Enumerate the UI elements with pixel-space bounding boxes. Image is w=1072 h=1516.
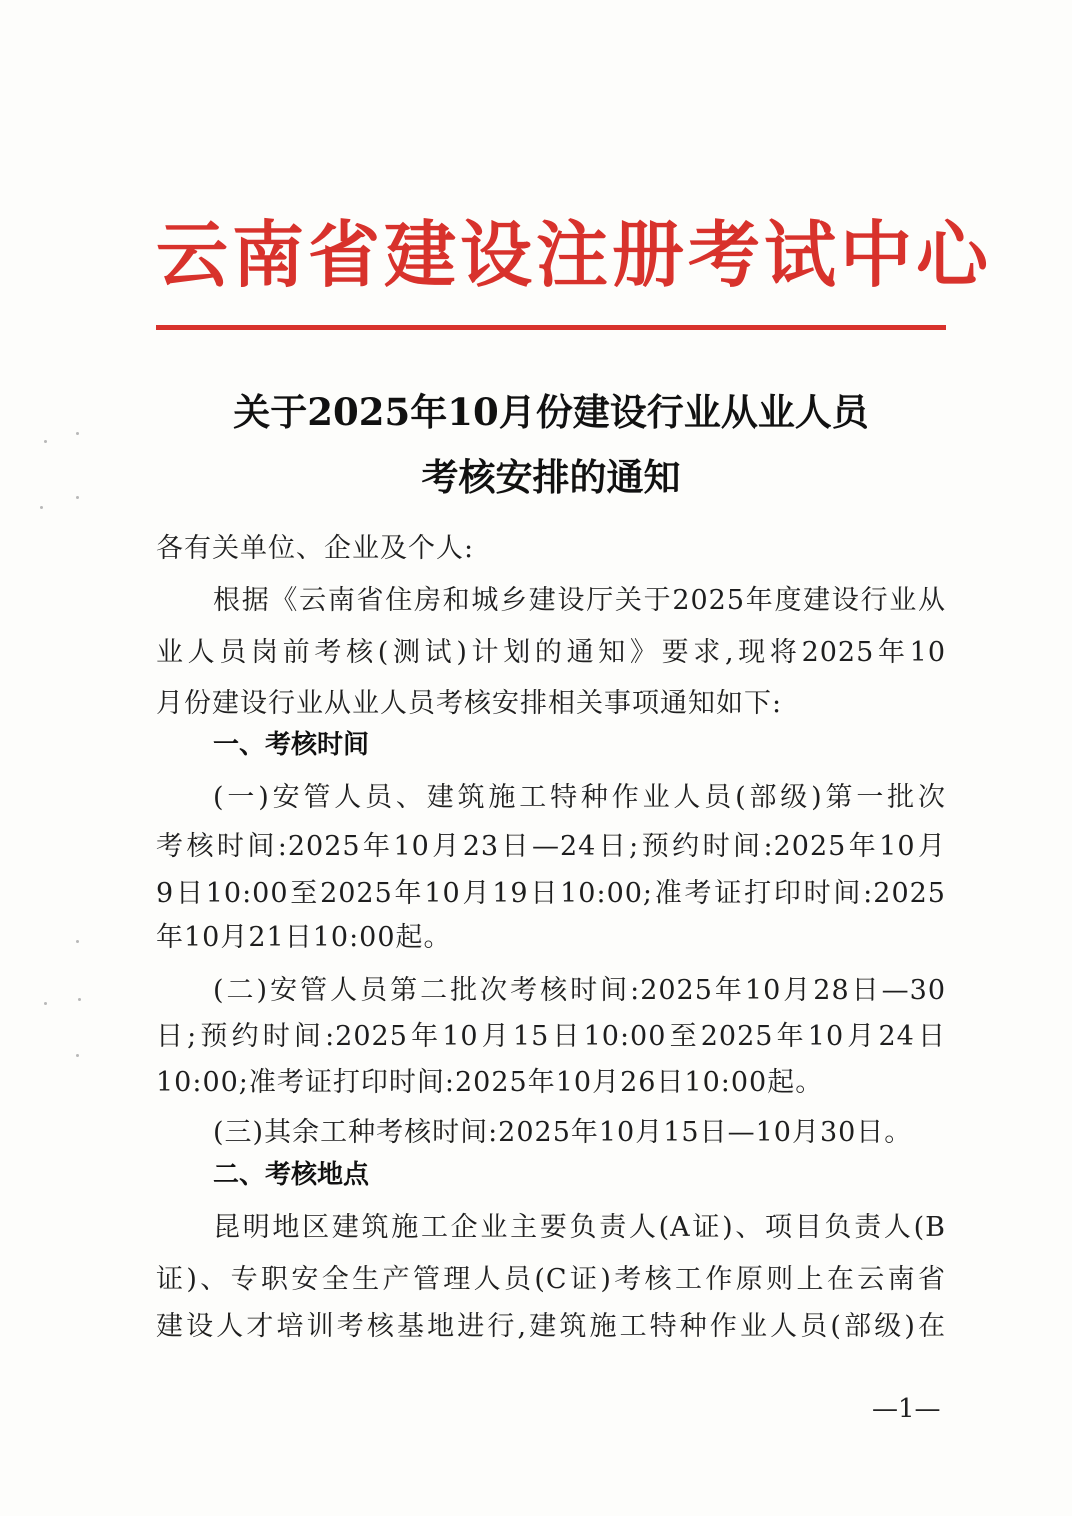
scan-speck <box>76 496 79 499</box>
notice-title-line-1: 关于2025年10月份建设行业从业人员 <box>233 390 869 434</box>
section-1-heading: 一、考核时间 <box>213 730 370 760</box>
item-1-line-2: 考核时间:2025年10月23日—24日;预约时间:2025年10月 <box>156 831 946 862</box>
scan-speck <box>76 432 79 435</box>
scan-speck <box>78 998 81 1001</box>
scan-speck <box>44 1002 47 1005</box>
paragraph-1-line-3: 月份建设行业从业人员考核安排相关事项通知如下: <box>156 688 783 719</box>
paragraph-2-line-3: 建设人才培训考核基地进行,建筑施工特种作业人员(部级)在 <box>156 1311 946 1342</box>
item-1-line-4: 年10月21日10:00起。 <box>156 922 452 953</box>
scan-speck <box>76 940 79 943</box>
item-2-line-2: 日;预约时间:2025年10月15日10:00至2025年10月24日 <box>156 1021 946 1052</box>
item-3-line-1: (三)其余工种考核时间:2025年10月15日—10月30日。 <box>213 1117 913 1148</box>
paragraph-1-line-2: 业人员岗前考核(测试)计划的通知》要求,现将2025年10 <box>156 637 946 668</box>
scan-speck <box>76 1054 79 1057</box>
item-2-line-3: 10:00;准考证打印时间:2025年10月26日10:00起。 <box>156 1067 824 1098</box>
page-number: —1— <box>872 1394 941 1424</box>
paragraph-1-line-1: 根据《云南省住房和城乡建设厅关于2025年度建设行业从 <box>213 585 946 616</box>
section-2-heading: 二、考核地点 <box>213 1160 370 1190</box>
paragraph-2-line-2: 证)、专职安全生产管理人员(C证)考核工作原则上在云南省 <box>156 1264 946 1295</box>
item-1-line-3: 9日10:00至2025年10月19日10:00;准考证打印时间:2025 <box>156 878 946 909</box>
salutation: 各有关单位、企业及个人: <box>156 533 475 564</box>
item-1-line-1: (一)安管人员、建筑施工特种作业人员(部级)第一批次 <box>213 782 946 813</box>
issuing-organization-header: 云南省建设注册考试中心 <box>156 213 993 297</box>
scan-speck <box>40 506 43 509</box>
header-red-rule <box>156 325 946 330</box>
scan-speck <box>44 440 47 443</box>
notice-title-line-2: 考核安排的通知 <box>421 455 681 499</box>
item-2-line-1: (二)安管人员第二批次考核时间:2025年10月28日—30 <box>213 975 946 1006</box>
paragraph-2-line-1: 昆明地区建筑施工企业主要负责人(A证)、项目负责人(B <box>213 1212 946 1243</box>
